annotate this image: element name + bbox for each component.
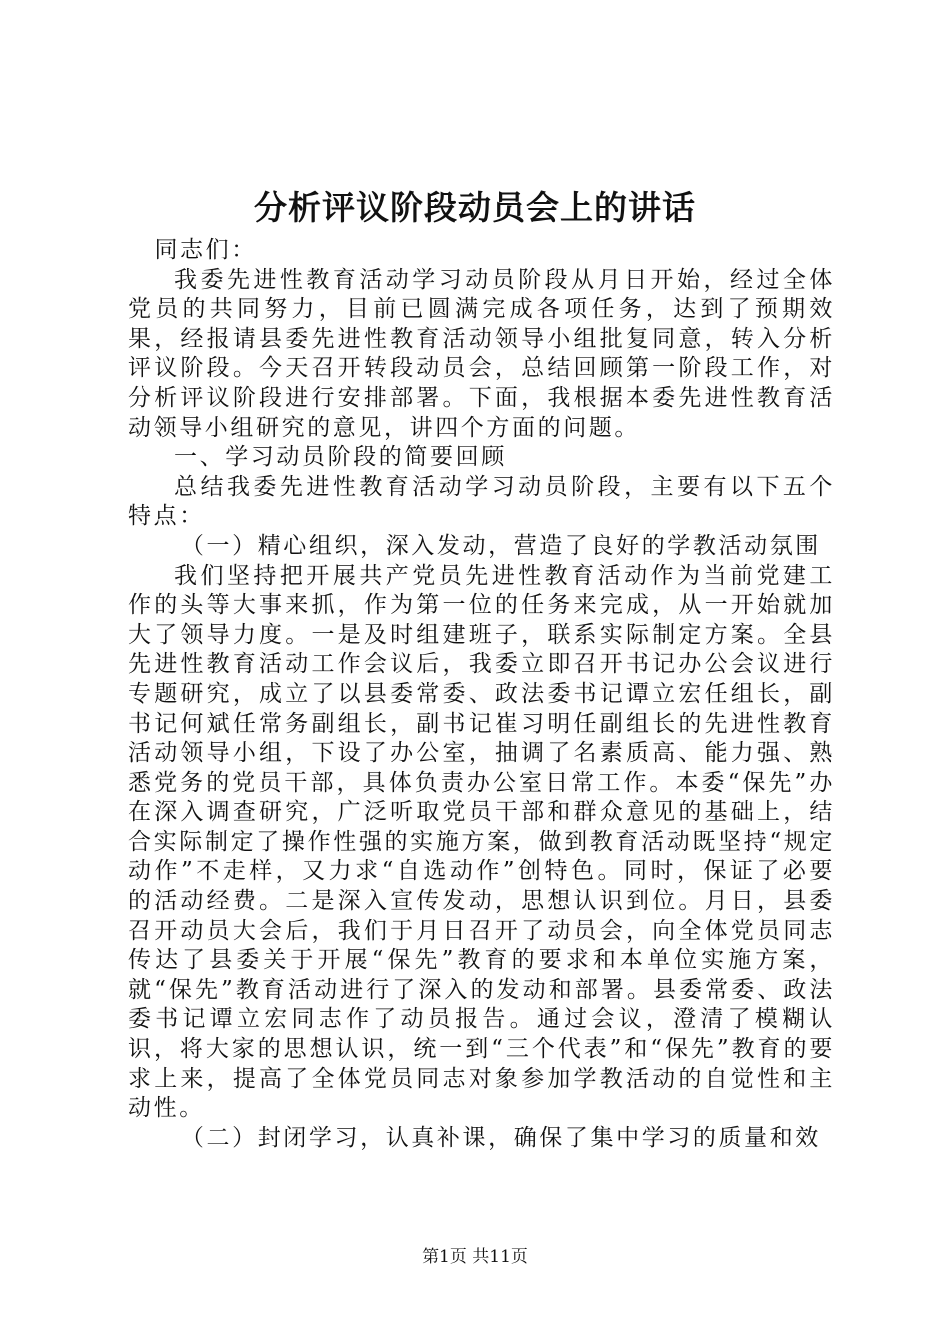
page-footer: 第1页 共11页 <box>422 1247 528 1267</box>
paragraph-detail: 我们坚持把开展共产党员先进性教育活动作为当前党建工作的头等大事来抓，作为第一位的任务来完成，从一开始就加大了领导力度。一是及时组建班子，联系实际制定方案。全县先进性教育活动工作会议后，我委立即召开书记办公会议进行专题研究，成立了以县委常委、政法委书记谭立宏任组长，副书记何斌任常务副组长，副书记崔习明任副组长的先进性教育活动领导小组，下设了办公室，抽调了名素质高、能力强、熟悉党务的党员干部，具体负责办公室日常工作。本委“保先”办在深入调查研究，广泛听取党员干部和群众意见的基础上，结合实际制定了操作性强的实施方案，做到教育活动既坚持“规定动作”不走样，又力求“自选动作”创特色。同时，保证了必要的活动经费。二是深入宣传发动，思想认识到位。月日，县委召开动员大会后，我们于月日召开了动员会，向全体党员同志传达了县委关于开展“保先”教育的要求和本单位实施方案，就“保先”教育活动进行了深入的发动和部署。县委常委、政法委书记谭立宏同志作了动员报告。通过会议，澄清了模糊认识，将大家的思想认识，统一到“三个代表”和“保先”教育的要求上来，提高了全体党员同志对象参加学教活动的自觉性和主动性。 <box>128 562 835 1122</box>
salutation: 同志们： <box>154 237 257 263</box>
paragraph-summary: 总结我委先进性教育活动学习动员阶段，主要有以下五个特点： <box>128 473 835 530</box>
subheading-1: （一）精心组织，深入发动，营造了良好的学教活动氛围 <box>180 532 821 559</box>
subheading-2: （二）封闭学习，认真补课，确保了集中学习的质量和效 <box>180 1124 821 1151</box>
paragraph-intro: 我委先进性教育活动学习动员阶段从月日开始，经过全体党员的共同努力，目前已圆满完成各项任务，达到了预期效果，经报请县委先进性教育活动领导小组批复同意，转入分析评议阶段。今天召开转段动员会，总结回顾第一阶段工作，对分析评议阶段进行安排部署。下面，我根据本委先进性教育活动领导小组研究的意见，讲四个方面的问题。 <box>128 266 835 441</box>
document-title: 分析评议阶段动员会上的讲话 <box>254 188 696 227</box>
section-heading-1: 一、学习动员阶段的简要回顾 <box>174 444 507 471</box>
document-body <box>128 236 835 1153</box>
